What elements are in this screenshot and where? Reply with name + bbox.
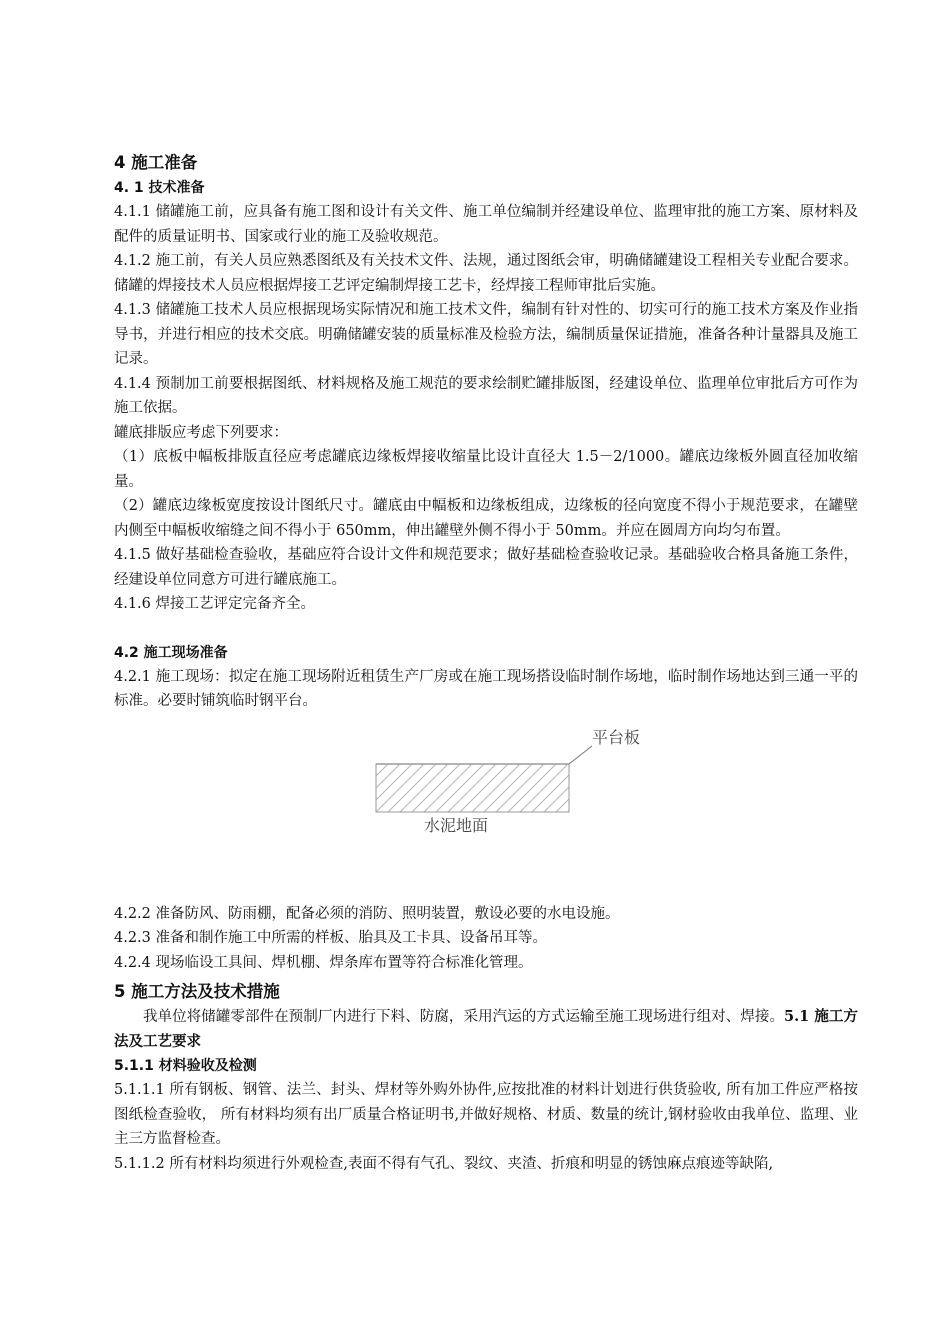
section-5-heading: 5 施工方法及技术措施 bbox=[114, 982, 280, 1001]
hatch-line bbox=[412, 764, 460, 812]
section-4-1-heading: 4. 1 技术准备 bbox=[114, 180, 205, 196]
section-5-intro-text: 我单位将储罐零部件在预制厂内进行下料、防腐，采用汽运的方式运输至施工现场进行组对、焊接。 bbox=[143, 1009, 785, 1025]
paragraph-4-1-3: 4.1.3 储罐施工技术人员应根据现场实际情况和施工技术文件，编制有针对性的、切实可行的施工技术方案及作业指导书，并进行相应的技术交底。明确储罐安装的质量标准及检验方法，编制质量保证措施，准备各种计量器具及施工记录。 bbox=[114, 302, 858, 367]
paragraph-requirement-2: （2）罐底边缘板宽度按设计图纸尺寸。罐底由中幅板和边缘板组成，边缘板的径向宽度不得小于规范要求，在罐壁内侧至中幅板收缩缝之间不得小于 650mm，伸出罐壁外侧不得小于 50mm。并应在圆周方向均匀布置。 bbox=[114, 498, 858, 539]
paragraph-5-1-1-1: 5.1.1.1 所有钢板、钢管、法兰、封头、焊材等外购外协件,应按批准的材料计划进行供货验收, 所有加工件应严格按图纸检查验收， 所有材料均须有出厂质量合格证明书,并做好规格、材质、数量的统计,钢材验收由我单位、监理、业主三方监督检查。 bbox=[114, 1082, 858, 1147]
hatch-line bbox=[520, 764, 568, 812]
hatch-line bbox=[508, 764, 556, 812]
spacer bbox=[114, 617, 858, 641]
paragraph-4-1-6: 4.1.6 焊接工艺评定完备齐全。 bbox=[114, 596, 316, 612]
hatch-line bbox=[556, 764, 604, 812]
hatch-line bbox=[448, 764, 496, 812]
hatch-line bbox=[472, 764, 520, 812]
concrete-ground-label: 水泥地面 bbox=[424, 815, 489, 835]
paragraph-4-2-4: 4.2.4 现场临设工具间、焊机棚、焊条库布置等符合标准化管理。 bbox=[114, 954, 533, 971]
section-4-2-heading: 4.2 施工现场准备 bbox=[114, 644, 228, 661]
leader-line bbox=[569, 746, 592, 764]
section-5-1-heading: 5.1 施工方法及工艺要求 bbox=[114, 1008, 858, 1050]
hatch-line bbox=[328, 764, 376, 812]
hatch-line bbox=[484, 764, 532, 812]
hatch-line bbox=[568, 764, 616, 812]
hatch-line bbox=[436, 764, 484, 812]
hatch-line bbox=[460, 764, 508, 812]
hatch-line bbox=[316, 764, 364, 812]
hatch-line bbox=[544, 764, 592, 812]
paragraph-requirements-intro: 罐底排版应考虑下列要求： bbox=[114, 424, 288, 441]
hatch-line bbox=[388, 764, 436, 812]
platform-plate-label: 平台板 bbox=[592, 727, 641, 747]
hatch-line bbox=[496, 764, 544, 812]
hatch-line bbox=[532, 764, 580, 812]
paragraph-4-1-2: 4.1.2 施工前，有关人员应熟悉图纸及有关技术文件、法规，通过图纸会审，明确储罐建设工程相关专业配合要求。储罐的焊接技术人员应根据焊接工艺评定编制焊接工艺卡，经焊接工程师审批后实施。 bbox=[114, 253, 858, 294]
hatch-line bbox=[364, 764, 412, 812]
paragraph-4-2-1: 4.2.1 施工现场：拟定在施工现场附近租赁生产厂房或在施工现场搭设临时制作场地，临时制作场地达到三通一平的标准。必要时铺筑临时钢平台。 bbox=[114, 668, 858, 709]
hatch-line bbox=[400, 764, 448, 812]
concrete-hatch bbox=[316, 764, 616, 812]
paragraph-4-1-1: 4.1.1 储罐施工前，应具备有施工图和设计有关文件、施工单位编制并经建设单位、监理审批的施工方案、原材料及配件的质量证明书、国家或行业的施工及验收规范。 bbox=[114, 204, 858, 245]
hatch-line bbox=[340, 764, 388, 812]
paragraph-4-1-4: 4.1.4 预制加工前要根据图纸、材料规格及施工规范的要求绘制贮罐排版图，经建设单位、监理单位审批后方可作为施工依据。 bbox=[114, 375, 858, 416]
paragraph-requirement-1: （1）底板中幅板排版直径应考虑罐底边缘板焊接收缩量比设计直径大 1.5－2/1000。罐底边缘板外圆直径加收缩量。 bbox=[114, 449, 858, 490]
paragraph-4-2-3: 4.2.3 准备和制作施工中所需的样板、胎具及工卡具、设备吊耳等。 bbox=[114, 930, 548, 946]
hatch-line bbox=[424, 764, 472, 812]
section-5-1-1-heading: 5.1.1 材料验收及检测 bbox=[114, 1058, 257, 1074]
paragraph-4-1-5: 4.1.5 做好基础检查验收，基础应符合设计文件和规范要求；做好基础检查验收记录。基础验收合格具备施工条件，经建设单位同意方可进行罐底施工。 bbox=[114, 547, 858, 588]
platform-diagram-drawing bbox=[114, 714, 858, 902]
paragraph-5-intro bbox=[114, 1005, 858, 1054]
section-4-heading: 4 施工准备 bbox=[114, 153, 198, 172]
hatch-line bbox=[376, 764, 424, 812]
platform-diagram bbox=[114, 714, 858, 902]
paragraph-5-1-1-2: 5.1.1.2 所有材料均须进行外观检查,表面不得有气孔、裂纹、夹渣、折痕和明显的锈蚀麻点痕迹等缺陷, bbox=[114, 1155, 774, 1172]
paragraph-4-2-2: 4.2.2 准备防风、防雨棚，配备必须的消防、照明装置，敷设必要的水电设施。 bbox=[114, 905, 620, 922]
document-body bbox=[114, 150, 858, 1176]
